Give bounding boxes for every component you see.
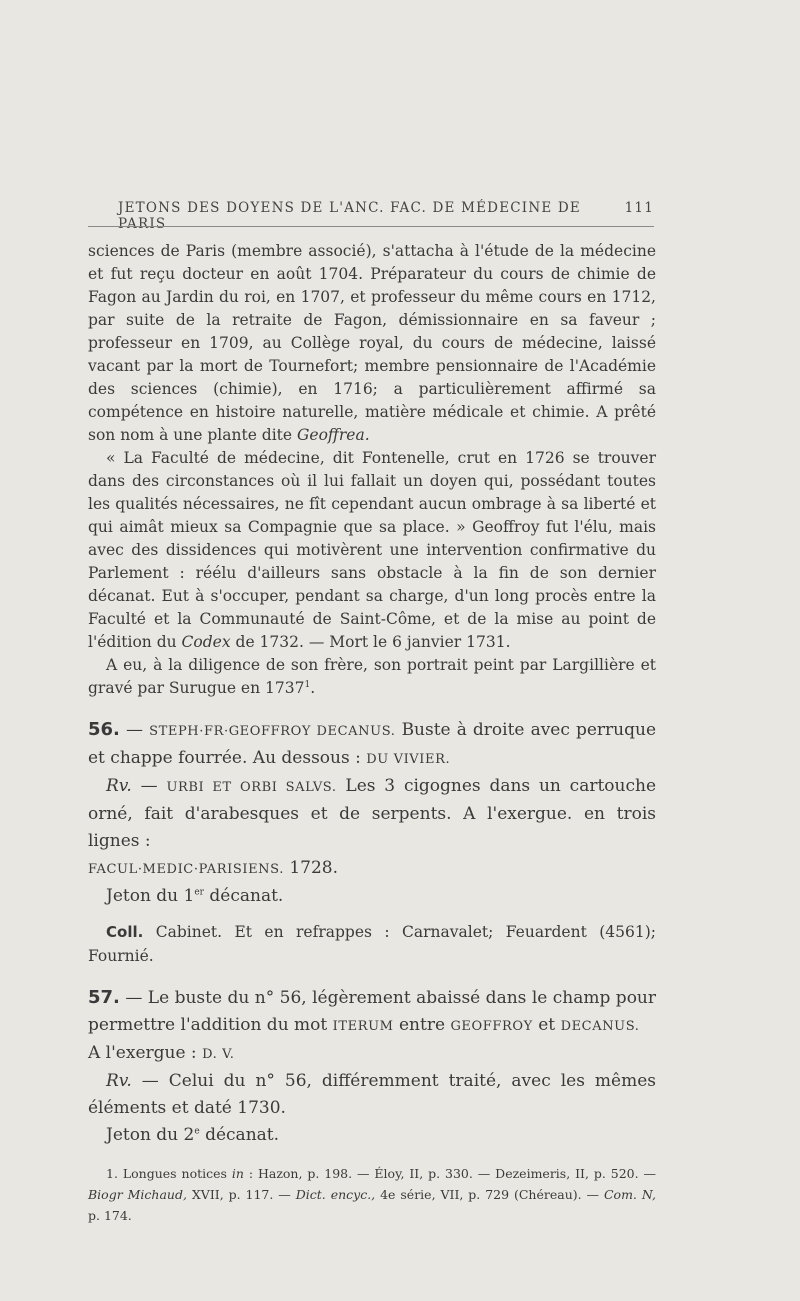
- header-title: JETONS DES DOYENS DE L'ANC. FAC. DE MÉDECINE DE PARIS: [118, 200, 581, 232]
- paragraph-1: sciences de Paris (membre associé), s'attacha à l'étude de la médecine et fut reçu docteur en août 1704. Préparateur du cours de chimie de Fagon au Jardin du roi, en 1707, et professeur du même cours en 1712, par suite de la retraite de Fagon, démissionnaire en sa faveur ; professeur en 1709, au Collège royal, du cours de médecine, laissé vacant par la mort de Tournefort; membre pensionnaire de l'Académie des sciences (chimie), en 1716; a particulièrement affirmé sa compétence en histoire naturelle, matière médicale et chimie. A prêté son nom à une plante dite Geoffrea.: [88, 242, 656, 444]
- header-rule: [88, 226, 654, 227]
- entry-56: [88, 716, 656, 968]
- entry-56-collections: Coll. Cabinet. Et en refrappes : Carnavalet; Feuardent (4561); Fournié.: [88, 923, 656, 965]
- reverse-label: Rv.: [106, 1071, 132, 1091]
- plant-name: Geoffrea.: [297, 426, 370, 444]
- entry-57-reverse: Rv. — Celui du n° 56, différemment traité, avec les mêmes éléments et daté 1730.: [88, 1071, 656, 1118]
- footnote-ref: 1: [304, 679, 311, 690]
- paragraph-2: « La Faculté de médecine, dit Fontenelle, crut en 1726 se trouver dans des circonstances où il lui fallait un doyen qui, possédant toutes les qualités nécessaires, ne fît cependant aucun ombrage à sa liberté et qui aimât mieux sa Compagnie que sa place. » Geoffroy fut l'élu, mais avec des dissidences qui motivèrent une intervention confirmative du Parlement : réélu d'ailleurs sans obstacle à la fin de son dernier décanat. Eut à s'occuper, pendant sa charge, d'un long procès entre la Faculté et la Communauté de Saint-Côme, et de la mise au point de l'édition du Codex de 1732. — Mort le 6 janvier 1731.: [88, 449, 656, 651]
- entry-number: 57.: [88, 987, 120, 1008]
- entry-57-obverse: 57. — Le buste du n° 56, légèrement abaissé dans le champ pour permettre l'addition du mot ITERUM entre GEOFFROY et DECANUS. A l'exergue : D. V.: [88, 987, 657, 1063]
- reverse-label: Rv.: [106, 776, 132, 796]
- entry-56-jeton: Jeton du 1er décanat.: [106, 886, 284, 906]
- footnote: 1. Longues notices in : Hazon, p. 198. — Éloy, II, p. 330. — Dezeimeris, II, p. 520. — Biogr Michaud, XVII, p. 117. — Dict. encyc., 4e série, VII, p. 729 (Chéreau). — Com. N, p. 174.: [88, 1166, 656, 1223]
- exergue-text: FACUL·MEDIC·PARISIENS.: [88, 862, 284, 877]
- entry-56-obverse: 56. — STEPH·FR·GEOFFROY DECANUS. Buste à droite avec perruque et chappe fourrée. Au dessous : DU VIVIER.: [88, 719, 657, 768]
- paragraph-3: A eu, à la diligence de son frère, son portrait peint par Largillière et gravé par Surugue en 1737$^1$.: [88, 656, 656, 697]
- page-body: [88, 240, 656, 1226]
- entry-number: 56.: [88, 719, 120, 740]
- page-number: 111: [624, 200, 654, 216]
- engraver-signature: DU VIVIER.: [366, 752, 451, 767]
- entry-57: [88, 984, 656, 1149]
- reverse-legend: URBI ET ORBI SALVS.: [166, 780, 337, 795]
- entry-57-jeton: Jeton du 2e décanat.: [106, 1125, 280, 1145]
- entry-56-reverse: Rv. — URBI ET ORBI SALVS. Les 3 cigognes dans un cartouche orné, fait d'arabesques et de serpents. A l'exergue. en trois lignes : FACUL·MEDIC·PARISIENS. 1728.: [88, 776, 657, 878]
- codex-title: Codex: [181, 633, 231, 651]
- obverse-legend: STEPH·FR·GEOFFROY DECANUS.: [149, 724, 396, 739]
- running-header: [118, 200, 654, 232]
